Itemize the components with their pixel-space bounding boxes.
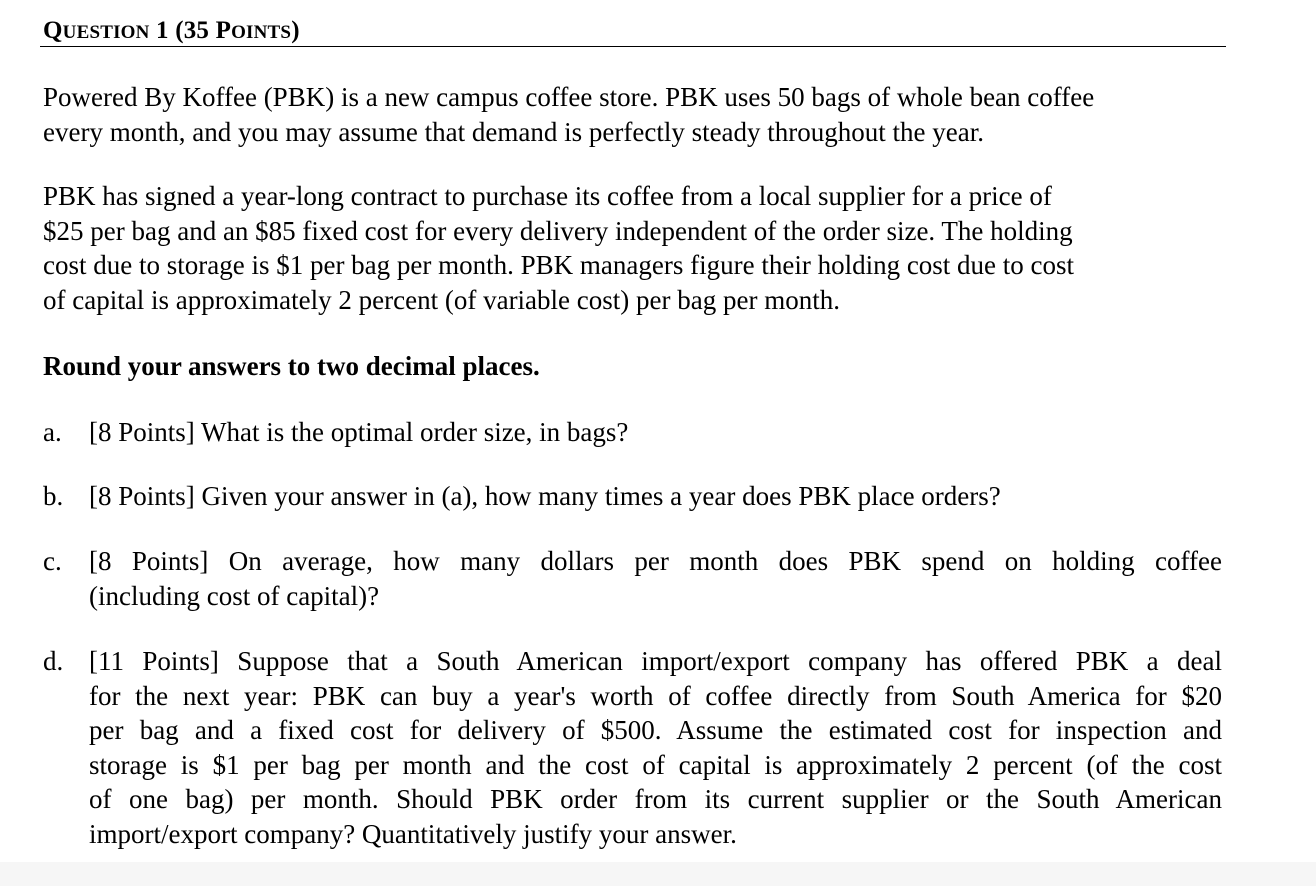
contract-line-1: PBK has signed a year-long contract to purchase its coffee from a local supplier for a price of — [43, 181, 1052, 211]
question-marker: d. — [43, 646, 64, 676]
question-line: [8 Points] On average, how many dollars per month does PBK spend on holding coffee — [89, 546, 1222, 576]
question-body — [89, 479, 1222, 514]
contract-line-4: of capital is approximately 2 percent (of variable cost) per bag per month. — [43, 284, 840, 315]
heading-rule — [40, 46, 1226, 47]
question-marker: b. — [43, 481, 64, 511]
contract-line-3: cost due to storage is $1 per bag per month. PBK managers figure their holding cost due to cost — [43, 250, 1075, 280]
contract-line-2: $25 per bag and an $85 fixed cost for every delivery independent of the order size. The holding — [43, 215, 1073, 246]
question-marker: c. — [43, 546, 62, 576]
heading-q-rest: UESTION — [62, 22, 150, 43]
question-heading — [43, 14, 300, 50]
question-line: of one bag) per month. Should PBK order from its current supplier or the South American — [89, 784, 1222, 814]
heading-p-initial: P — [215, 17, 232, 44]
question-line: [8 Points] Given your answer in (a), how many times a year does PBK place orders? — [89, 481, 1001, 511]
question-body — [89, 644, 1222, 851]
instruction-text: Round your answers to two decimal places. — [43, 351, 540, 381]
question-body — [89, 415, 1222, 450]
question-line: storage is $1 per bag per month and the cost of capital is approximately 2 percent (of the cost — [89, 749, 1222, 780]
question-line: import/export company? Quantitatively justify your answer. — [89, 818, 737, 849]
heading-number: 1 (35 — [149, 17, 216, 44]
heading-close: ) — [291, 17, 300, 44]
question-marker: a. — [43, 417, 62, 447]
intro-line-2: every month, and you may assume that demand is perfectly steady throughout the year. — [43, 116, 984, 147]
intro-line-1: Powered By Koffee (PBK) is a new campus coffee store. PBK uses 50 bags of whole bean coffee — [43, 82, 1095, 112]
rounding-instruction — [43, 349, 1228, 384]
question-body — [89, 544, 1222, 613]
intro-paragraph — [43, 80, 1228, 149]
page-bottom-edge — [0, 862, 1316, 886]
contract-paragraph — [43, 179, 1228, 317]
question-line: for the next year: PBK can buy a year's worth of coffee directly from South America for $20 — [89, 680, 1222, 711]
question-line: (including cost of capital)? — [89, 580, 380, 611]
heading-q-initial: Q — [43, 17, 63, 44]
question-line: per bag and a fixed cost for delivery of $500. Assume the estimated cost for inspection and — [89, 715, 1222, 745]
question-line: [11 Points] Suppose that a South American import/export company has offered PBK a deal — [89, 646, 1222, 676]
heading-p-rest: OINTS — [231, 22, 292, 43]
question-line: [8 Points] What is the optimal order size, in bags? — [89, 417, 629, 447]
